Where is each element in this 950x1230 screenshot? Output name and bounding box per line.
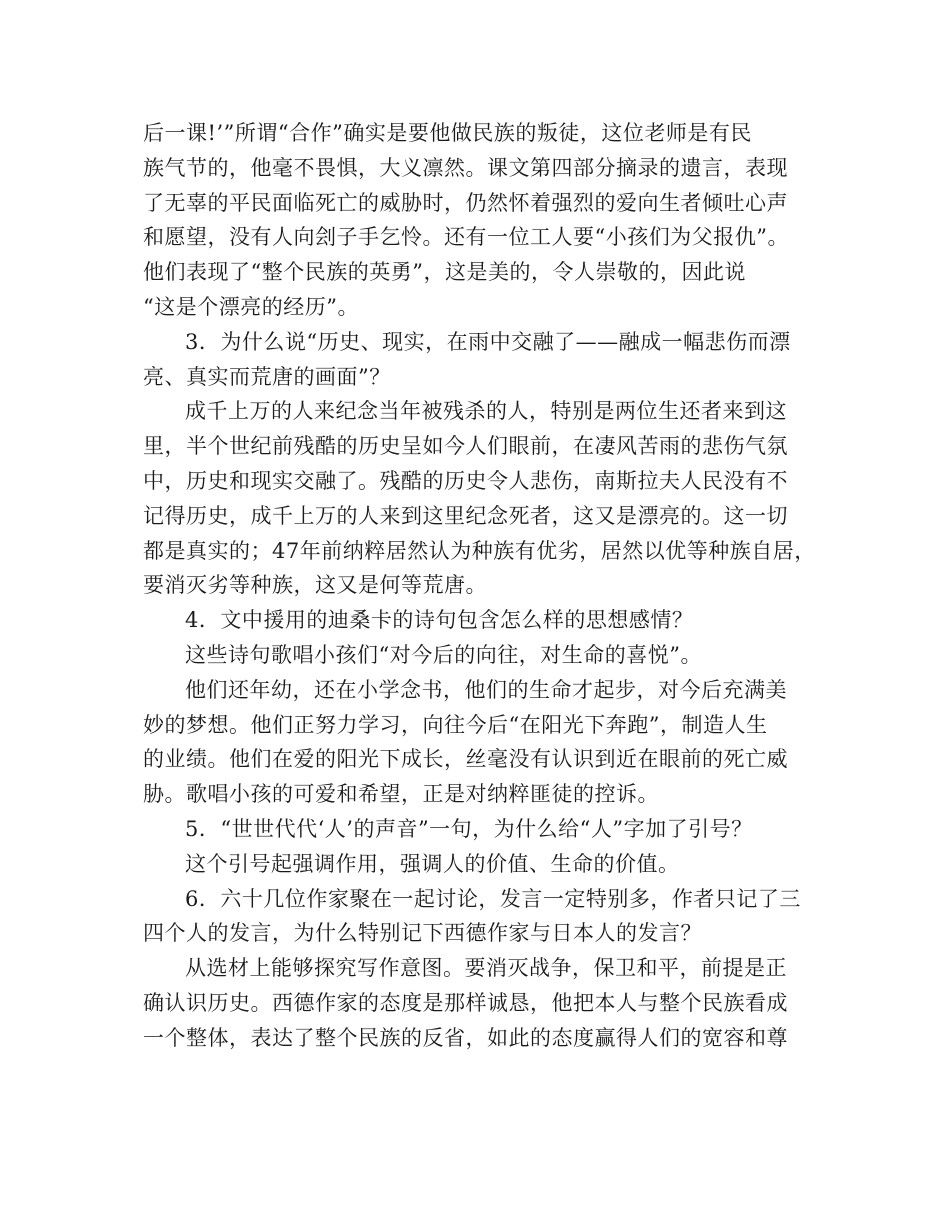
body-text <box>143 116 823 1056</box>
text-line: 中，历史和现实交融了。残酷的历史令人悲伤，南斯拉夫人民没有不 <box>143 468 788 493</box>
text-line: 要消灭劣等种族，这又是何等荒唐。 <box>143 573 487 598</box>
text-line: 确认识历史。西德作家的态度是那样诚恳，他把本人与整个民族看成 <box>143 990 788 1015</box>
question-6: 6．六十几位作家聚在一起讨论，发言一定特别多，作者只记了三 <box>185 886 801 911</box>
answer-5: 这个引号起强调作用，强调人的价值、生命的价值。 <box>185 851 680 876</box>
text-line: 记得历史，成千上万的人来到这里纪念死者，这又是漂亮的。这一切 <box>143 503 788 528</box>
text-line: 都是真实的；47年前纳粹居然认为种族有优劣，居然以优等种族自居， <box>143 538 816 563</box>
answer-6: 从选材上能够探究写作意图。要消灭战争，保卫和平，前提是正 <box>185 956 787 981</box>
text-line: 和愿望，没有人向刽子手乞怜。还有一位工人要“小孩们为父报仇”。 <box>143 225 789 250</box>
text-line: 他们表现了“整个民族的英勇”，这是美的，令人崇敬的，因此说 <box>143 260 746 285</box>
question-4: 4．文中援用的迪桑卡的诗句包含怎么样的思想感情？ <box>185 608 694 633</box>
text-line: 四个人的发言，为什么特别记下西德作家与日本人的发言？ <box>143 921 702 946</box>
text-line: “这是个漂亮的经历”。 <box>143 294 359 319</box>
text-line: 妙的梦想。他们正努力学习，向往今后“在阳光下奔跑”，制造人生 <box>143 712 768 737</box>
paragraph-start: 他们还年幼，还在小学念书，他们的生命才起步，对今后充满美 <box>185 677 787 702</box>
text-line: 的业绩。他们在爱的阳光下成长，丝毫没有认识到近在眼前的死亡威 <box>143 747 788 772</box>
text-line: 里，半个世纪前残酷的历史呈如今人们眼前，在凄风苦雨的悲伤气氛 <box>143 434 788 459</box>
text-line: 后一课!’”所谓“合作”确实是要他做民族的叛徒，这位老师是有民 <box>143 121 752 145</box>
answer-4: 这些诗句歌唱小孩们“对今后的向往，对生命的喜悦”。 <box>185 642 702 667</box>
text-line: 亮、真实而荒唐的画面”？ <box>143 364 391 389</box>
question-3: 3．为什么说“历史、现实，在雨中交融了——融成一幅悲伤而漂 <box>185 329 791 354</box>
question-5: 5．“世世代代‘人’的声音”一句，为什么给“人”字加了引号？ <box>185 816 753 841</box>
text-line: 一个整体，表达了整个民族的反省，如此的态度赢得人们的宽容和尊 <box>143 1025 788 1050</box>
answer-3: 成千上万的人来纪念当年被残杀的人，特别是两位生还者来到这 <box>185 399 787 424</box>
text-line: 胁。歌唱小孩的可爱和希望，正是对纳粹匪徒的控诉。 <box>143 782 659 807</box>
text-line: 了无辜的平民面临死亡的威胁时，仍然怀着强烈的爱向生者倾吐心声 <box>143 190 788 215</box>
text-line: 族气节的，他毫不畏惧，大义凛然。课文第四部分摘录的遗言，表现 <box>143 155 788 180</box>
